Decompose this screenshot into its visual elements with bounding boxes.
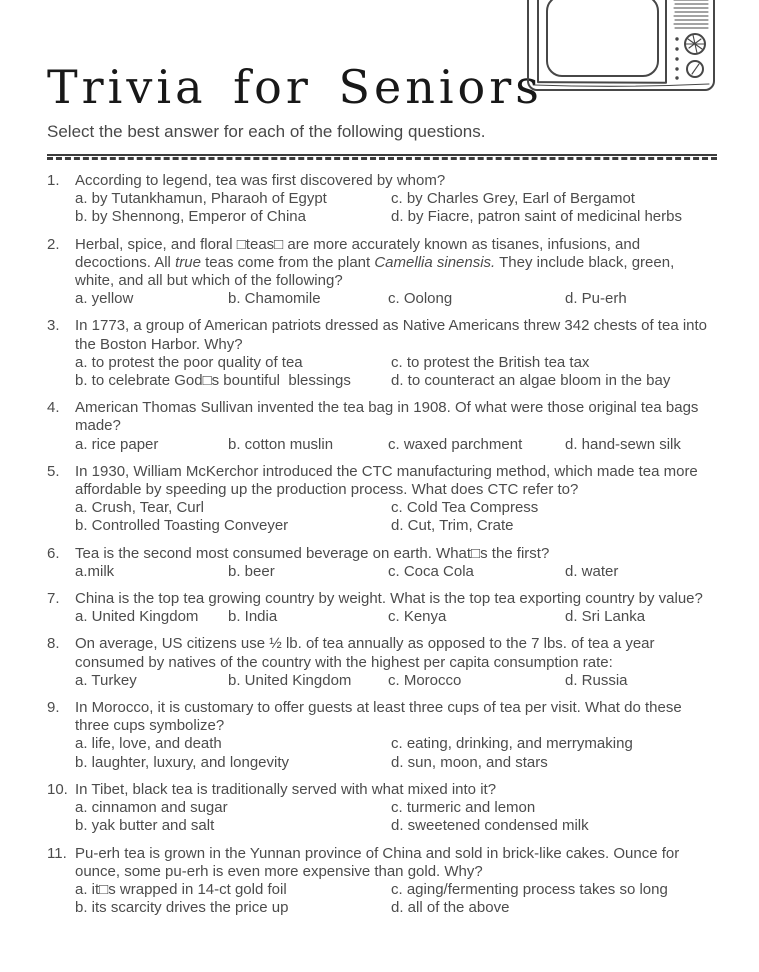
question-text: In 1773, a group of American patriots dressed as Native Americans threw 342 chests of tea into the Boston Harbor. Why? (75, 317, 708, 353)
option-c: c. Morocco (388, 671, 462, 689)
header (47, 0, 717, 143)
question-text: Pu-erh tea is grown in the Yunnan province of China and sold in brick-like cakes. Ounce for ounce, some pu-erh is even more expensive than gold. Why? (75, 844, 680, 880)
option-c: c. waxed parchment (388, 435, 523, 453)
question-item-6 (47, 545, 717, 581)
question-number: 1. (47, 172, 60, 189)
question-text: China is the top tea growing country by weight. What is the top tea exporting country by value? (75, 590, 703, 608)
option-d: d. sun, moon, and stars (391, 753, 548, 771)
questions-list (47, 172, 717, 917)
question-item-7 (47, 590, 717, 626)
page-subtitle: Select the best answer for each of the following questions. (47, 122, 486, 141)
option-a: a.milk (75, 562, 115, 580)
option-c: c. Oolong (388, 290, 453, 308)
option-b: b. Controlled Toasting Conveyer (75, 517, 289, 535)
option-c: c. turmeric and lemon (391, 799, 536, 817)
option-a: a. yellow (75, 290, 134, 308)
question-text: Herbal, spice, and floral □teas□ are more accurately known as tisanes, infusions, and decoctions. All true teas come from the plant Camellia sinensis. They include black, green, white, and all but which of the following? (75, 235, 675, 290)
question-item-8 (47, 635, 717, 690)
retro-tv-icon (525, 0, 718, 95)
option-b: b. Chamomile (228, 290, 321, 308)
question-number: 7. (47, 590, 60, 608)
question-text: In Morocco, it is customary to offer guests at least three cups of tea per visit. What do these three cups symbolize? (75, 699, 682, 735)
question-item-1 (47, 172, 717, 227)
question-number: 11. (47, 844, 67, 862)
option-c: c. Coca Cola (388, 562, 474, 580)
option-b: b. laughter, luxury, and longevity (75, 753, 290, 771)
option-b: b. yak butter and salt (75, 817, 215, 835)
options-grid (75, 499, 717, 535)
question-text: Tea is the second most consumed beverage on earth. What□s the first? (75, 544, 550, 562)
question-number: 3. (47, 317, 60, 335)
option-d: d. sweetened condensed milk (391, 817, 589, 835)
option-a: a. life, love, and death (75, 735, 222, 753)
question-item-9 (47, 699, 717, 772)
option-a: a. Turkey (75, 671, 137, 689)
option-a: a. United Kingdom (75, 608, 199, 626)
option-b: b. beer (228, 562, 275, 580)
question-number: 8. (47, 635, 60, 653)
options-grid (75, 436, 717, 454)
page-title: Trivia for Seniors (47, 60, 543, 114)
option-b: b. to celebrate God□s bountiful blessings (75, 372, 351, 390)
option-c: c. eating, drinking, and merrymaking (391, 735, 633, 753)
option-a: a. by Tutankhamun, Pharaoh of Egypt (75, 190, 327, 208)
question-number: 9. (47, 699, 60, 717)
option-d: d. water (565, 562, 619, 580)
option-a: a. to protest the poor quality of tea (75, 353, 303, 371)
header-divider (47, 154, 717, 160)
option-a: a. it□s wrapped in 14-ct gold foil (75, 880, 287, 898)
option-c: c. by Charles Grey, Earl of Bergamot (391, 190, 635, 208)
divider-solid-line (47, 154, 717, 156)
option-d: d. all of the above (391, 899, 510, 917)
question-number: 6. (47, 544, 60, 562)
option-c: c. aging/fermenting process takes so long (391, 880, 668, 898)
option-d: d. Pu-erh (565, 290, 627, 308)
option-a: a. cinnamon and sugar (75, 799, 228, 817)
options-grid (75, 881, 717, 917)
options-grid (75, 735, 717, 771)
options-grid (75, 608, 717, 626)
question-item-3 (47, 317, 717, 390)
option-d: d. by Fiacre, patron saint of medicinal herbs (391, 208, 682, 226)
options-grid (75, 290, 717, 308)
options-grid (75, 799, 717, 835)
question-number: 4. (47, 399, 60, 417)
option-d: d. Russia (565, 671, 628, 689)
option-a: a. Crush, Tear, Curl (75, 499, 204, 517)
option-d: d. Sri Lanka (565, 608, 646, 626)
option-b: b. cotton muslin (228, 435, 334, 453)
question-text: American Thomas Sullivan invented the tea bag in 1908. Of what were those original tea bags made? (75, 399, 699, 435)
question-text: On average, US citizens use ½ lb. of tea annually as opposed to the 7 lbs. of tea a year consumed by natives of the country with the highest per capita consumption rate: (75, 635, 655, 671)
question-item-5 (47, 463, 717, 536)
option-b: b. India (228, 608, 278, 626)
options-grid (75, 190, 717, 226)
question-text: In 1930, William McKerchor introduced the CTC manufacturing method, which made tea more affordable by speeding up the production process. What does CTC refer to? (75, 462, 698, 499)
options-grid (75, 354, 717, 390)
question-number: 2. (47, 235, 60, 253)
option-b: b. United Kingdom (228, 671, 352, 689)
option-d: d. hand-sewn silk (565, 435, 681, 453)
options-grid (75, 563, 717, 581)
option-b: b. by Shennong, Emperor of China (75, 208, 306, 226)
option-c: c. Kenya (388, 608, 447, 626)
question-number: 10. (47, 780, 68, 798)
option-a: a. rice paper (75, 435, 159, 453)
option-b: b. its scarcity drives the price up (75, 899, 289, 917)
question-item-2 (47, 236, 717, 309)
divider-dashed-line (47, 157, 717, 160)
question-number: 5. (47, 462, 60, 480)
option-d: d. to counteract an algae bloom in the bay (391, 372, 671, 390)
question-text: According to legend, tea was first discovered by whom? (75, 172, 446, 189)
option-c: c. Cold Tea Compress (391, 499, 539, 517)
question-item-4 (47, 399, 717, 454)
option-d: d. Cut, Trim, Crate (391, 517, 514, 535)
options-grid (75, 672, 717, 690)
question-item-11 (47, 845, 717, 918)
option-c: c. to protest the British tea tax (391, 353, 590, 371)
question-text: In Tibet, black tea is traditionally served with what mixed into it? (75, 780, 497, 798)
question-item-10 (47, 781, 717, 836)
